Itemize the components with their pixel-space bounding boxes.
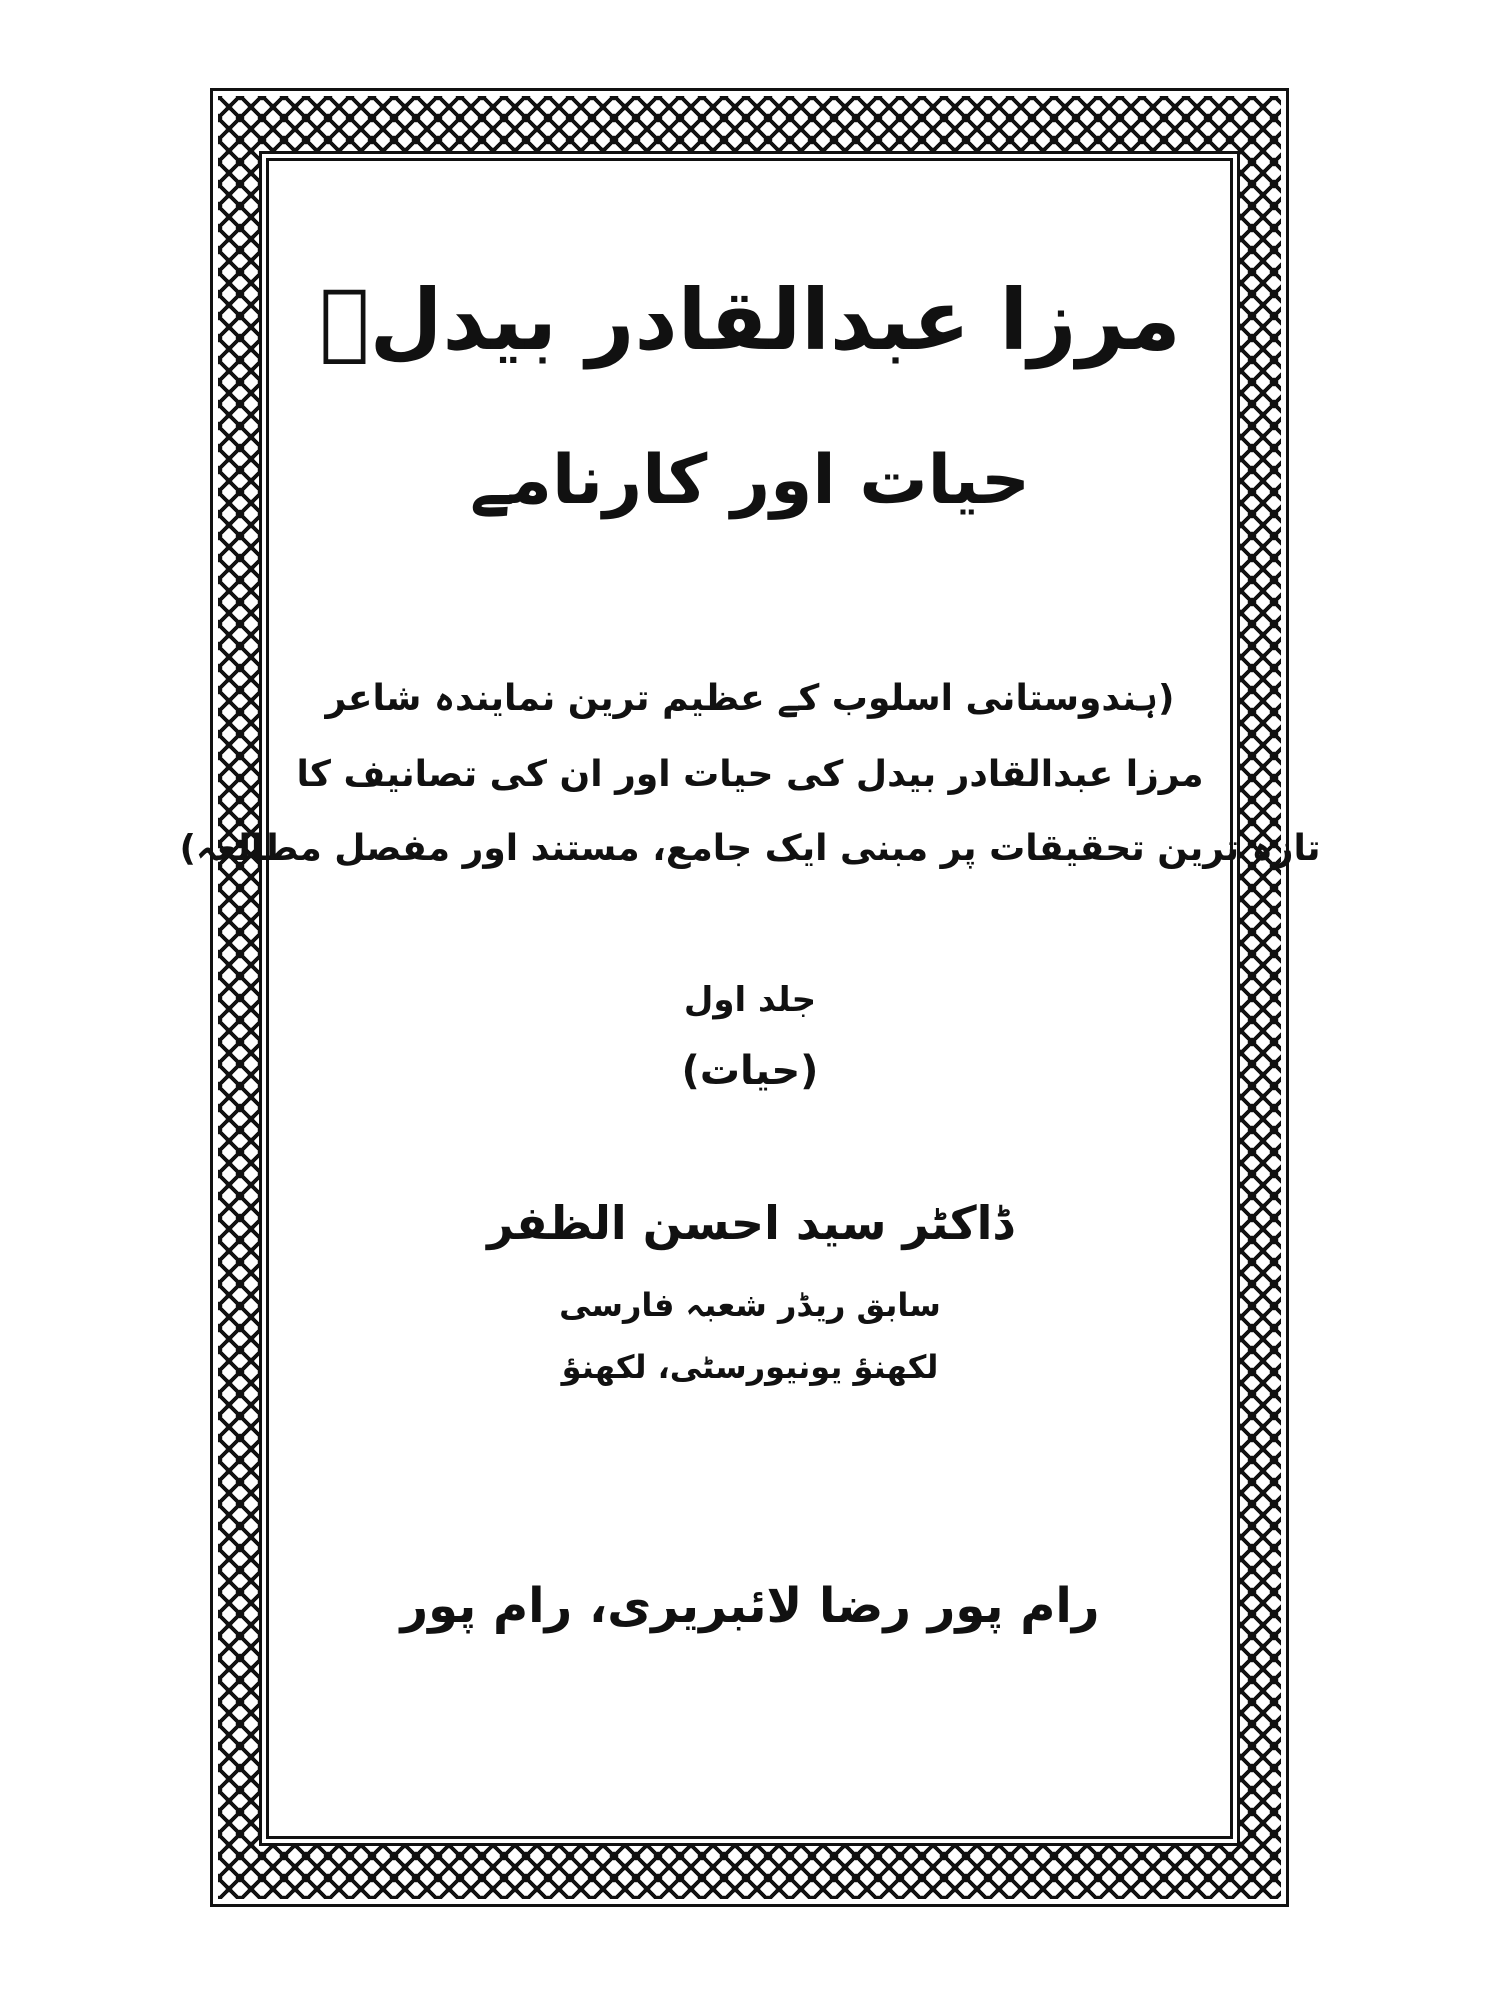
book-subtitle: حیات اور کارنامے — [470, 441, 1030, 520]
author-name: ڈاکٹر سید احسن الظفر — [487, 1196, 1013, 1250]
description-line-2: مرزا عبدالقادر بیدل کی حیات اور ان کی تصانیف کا — [296, 754, 1204, 795]
volume-label: جلد اول — [683, 980, 817, 1020]
author-affiliation-line-2: لکھنؤ یونیورسٹی، لکھنؤ — [561, 1348, 939, 1386]
book-title: مرزا عبدالقادر بیدلؔ — [319, 271, 1181, 369]
publisher: رام پور رضا لائبریری، رام پور — [400, 1578, 1100, 1634]
description-line-1: (ہندوستانی اسلوب کے عظیم ترین نمایندہ شاعر — [325, 678, 1175, 719]
volume-subtitle: (حیات) — [681, 1048, 819, 1094]
description-line-3: تازہ ترین تحقیقات پر مبنی ایک جامع، مستند اور مفصل مطالعہ) — [179, 828, 1321, 869]
author-affiliation-line-1: سابق ریڈر شعبہ فارسی — [559, 1286, 941, 1324]
